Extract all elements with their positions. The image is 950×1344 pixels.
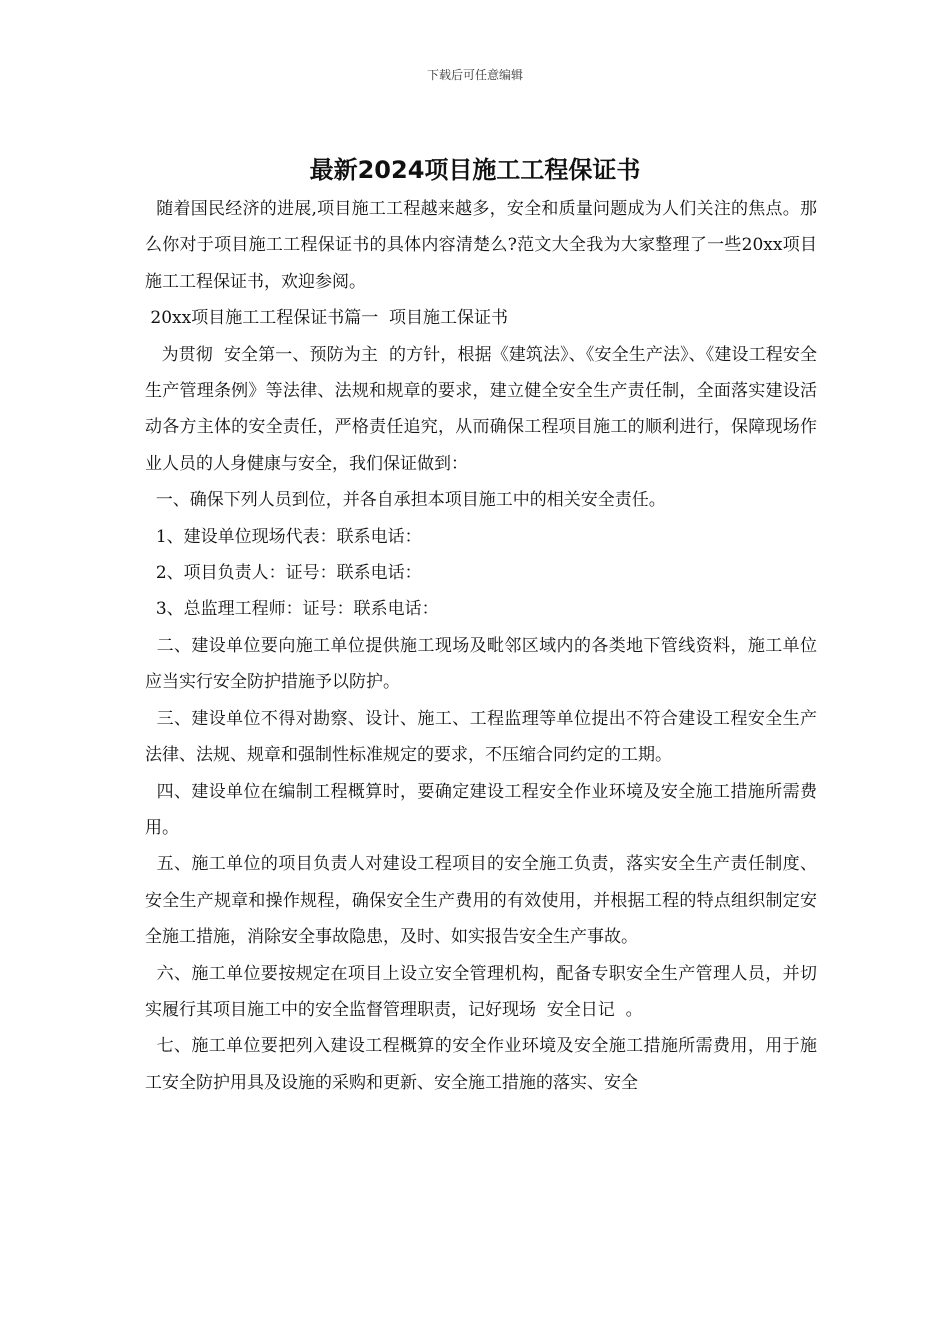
header-note: 下载后可任意编辑 — [426, 68, 523, 82]
paragraph-preamble: 为贯彻 安全第一、预防为主 的方针，根据《建筑法》、《安全生产法》、《建设工程安全生产管理条例》等法律、法规和规章的要求，建立健全安全生产责任制，全面落实建设活动各方主体的安全责任，严格责任追究，从而确保工程项目施工的顺利进行，保障现场作业人员的人身健康与安全，我们保证做到： — [145, 344, 817, 474]
document-body — [145, 191, 817, 1101]
paragraph-section-heading: 20xx项目施工工程保证书篇一 项目施工保证书 — [145, 308, 509, 329]
paragraph-clause-1: 一、确保下列人员到位，并各自承担本项目施工中的相关安全责任。 — [145, 490, 666, 511]
paragraph-item-2: 2、项目负责人：证号：联系电话： — [145, 563, 422, 584]
document-title: 最新2024项目施工工程保证书 — [309, 156, 641, 184]
paragraph-item-3: 3、总监理工程师：证号：联系电话： — [145, 599, 439, 620]
paragraph-intro: 随着国民经济的进展,项目施工工程越来越多，安全和质量问题成为人们关注的焦点。那么你对于项目施工工程保证书的具体内容清楚么?范文大全我为大家整理了一些20xx项目施工工程保证书，欢迎参阅。 — [145, 199, 817, 292]
paragraph-item-1: 1、建设单位现场代表：联系电话： — [145, 526, 422, 547]
paragraph-clause-4: 四、建设单位在编制工程概算时，要确定建设工程安全作业环境及安全施工措施所需费用。 — [145, 781, 818, 838]
paragraph-clause-7: 七、施工单位要把列入建设工程概算的安全作业环境及安全施工措施所需费用，用于施工安全防护用具及设施的采购和更新、安全施工措施的落实、安全 — [145, 1036, 818, 1093]
paragraph-clause-5: 五、施工单位的项目负责人对建设工程项目的安全施工负责，落实安全生产责任制度、安全生产规章和操作规程，确保安全生产费用的有效使用，并根据工程的特点组织制定安全施工措施，消除安全事故隐患，及时、如实报告安全生产事故。 — [145, 854, 818, 948]
paragraph-clause-2: 二、建设单位要向施工单位提供施工现场及毗邻区域内的各类地下管线资料，施工单位应当实行安全防护措施予以防护。 — [145, 635, 818, 693]
paragraph-clause-3: 三、建设单位不得对勘察、设计、施工、工程监理等单位提出不符合建设工程安全生产法律、法规、规章和强制性标准规定的要求，不压缩合同约定的工期。 — [145, 708, 818, 766]
paragraph-clause-6: 六、施工单位要按规定在项目上设立安全管理机构，配备专职安全生产管理人员，并切实履行其项目施工中的安全监督管理职责，记好现场 安全日记 。 — [145, 963, 818, 1020]
